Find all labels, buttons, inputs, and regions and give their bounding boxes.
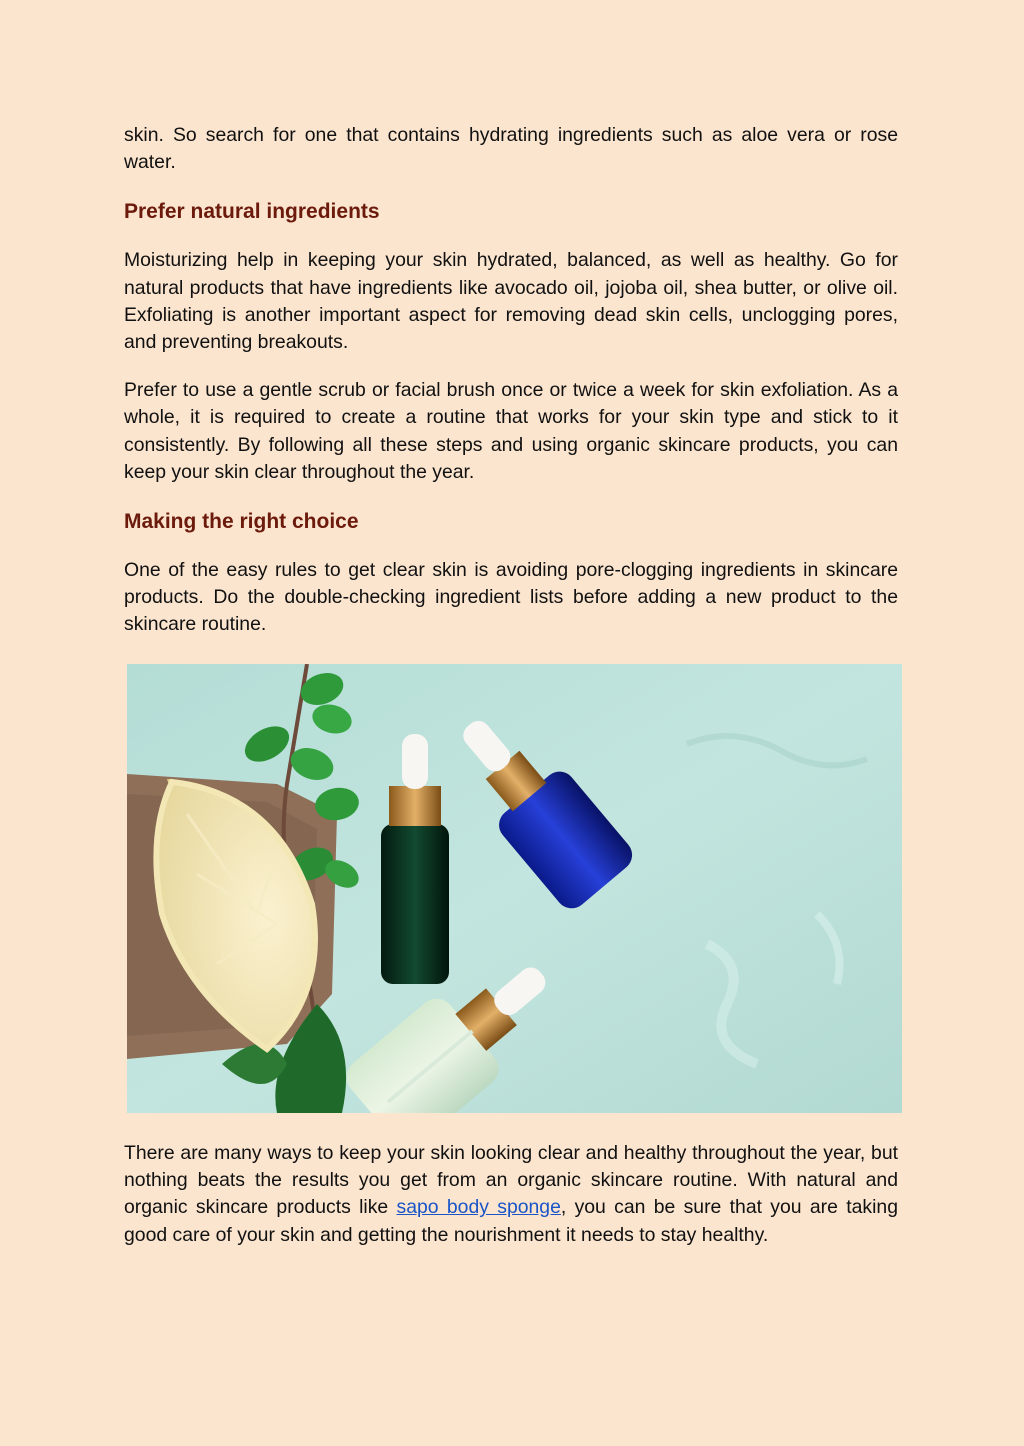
section-heading-natural-ingredients: Prefer natural ingredients bbox=[124, 200, 380, 224]
pore-clogging-paragraph: One of the easy rules to get clear skin is avoiding pore-clogging ingredients in skincare products. Do the double-checking ingredient lists before adding a new product to the skincare routine. bbox=[124, 559, 898, 636]
closing-text-start: There are many ways to keep your skin looking clear and healthy throughout the year, but nothing beats the results you get from an organic skincare routine. With natural and organic skincare products like bbox=[124, 1142, 898, 1219]
upper-content bbox=[124, 122, 898, 639]
serum-bottles-photo bbox=[127, 664, 902, 1113]
closing-content bbox=[124, 1140, 898, 1249]
exfoliation-paragraph: Prefer to use a gentle scrub or facial brush once or twice a week for skin exfoliation. As a whole, it is required to create a routine that works for your skin type and stick to it consistently. By following all these steps and using organic skincare products, you can keep your skin clear throughout the year. bbox=[124, 379, 898, 483]
intro-paragraph: skin. So search for one that contains hydrating ingredients such as aloe vera or rose water. bbox=[124, 124, 898, 174]
section-heading-right-choice: Making the right choice bbox=[124, 510, 359, 534]
sapo-body-sponge-link[interactable]: sapo body sponge bbox=[396, 1196, 561, 1219]
moisturizing-paragraph: Moisturizing help in keeping your skin hydrated, balanced, as well as healthy. Go for natural products that have ingredients like avocado oil, jojoba oil, shea butter, or olive oil. Exfoliating is another important aspect for removing dead skin cells, unclogging pores, and preventing breakouts. bbox=[124, 249, 898, 354]
closing-text-end: , you can be sure that you are taking good care of your skin and getting the nourishment it needs to stay healthy. bbox=[124, 1196, 898, 1246]
closing-paragraph bbox=[124, 1140, 898, 1249]
